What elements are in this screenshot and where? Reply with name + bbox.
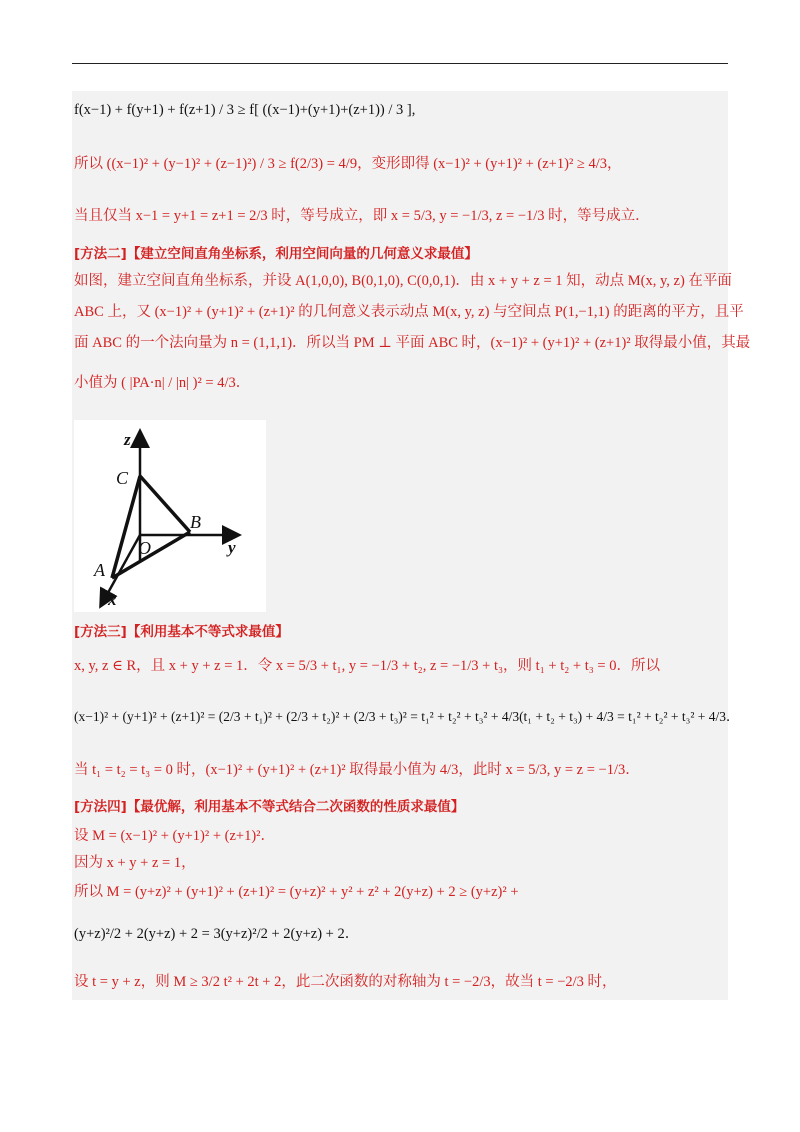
coordinate-figure [74, 420, 266, 612]
header-rule [72, 63, 728, 64]
method-4-heading: [方法四]【最优解，利用基本不等式结合二次函数的性质求最值】 [74, 799, 465, 815]
edge-cb [140, 476, 190, 532]
coordinate-diagram [74, 420, 266, 612]
method-2-heading: [方法二]【建立空间直角坐标系，利用空间向量的几何意义求最值】 [74, 246, 478, 262]
line-inequality-2: 所以 ((x−1)² + (y−1)² + (z−1)²) / 3 ≥ f(2/3) = 4/9，变形即得 (x−1)² + (y+1)² + (z+1)² ≥ 4/3， [74, 156, 622, 172]
figure-label-a: A [94, 560, 105, 580]
method-3-text-3: 当 t₁ = t₂ = t₃ = 0 时，(x−1)² + (y+1)² + (z+1)² 取得最小值为 4/3，此时 x = 5/3, y = z = −1/3． [74, 762, 640, 778]
figure-label-b: B [190, 512, 201, 532]
line-equality-condition: 当且仅当 x−1 = y+1 = z+1 = 2/3 时，等号成立，即 x = 5/3, y = −1/3, z = −1/3 时，等号成立． [74, 208, 650, 224]
method-2-text-1: 如图，建立空间直角坐标系，并设 A(1,0,0), B(0,1,0), C(0,0,1)．由 x + y + z = 1 知，动点 M(x, y, z) 在平面 [74, 273, 732, 289]
method-3-text-2: (x−1)² + (y+1)² + (z+1)² = (2/3 + t₁)² + (2/3 + t₂)² + (2/3 + t₃)² = t₁² + t₂² + t₃² + 4/3(t₁ + t₂ + t₃) + 4/3 = t₁² + t₂² + t₃² + 4/3． [74, 709, 740, 724]
method-2-text-2: ABC 上，又 (x−1)² + (y+1)² + (z+1)² 的几何意义表示动点 M(x, y, z) 与空间点 P(1,−1,1) 的距离的平方，且平 [74, 304, 744, 320]
method-2-text-3: 面 ABC 的一个法向量为 n = (1,1,1)．所以当 PM ⊥ 平面 ABC 时，(x−1)² + (y+1)² + (z+1)² 取得最小值，其最 [74, 335, 751, 351]
method-4-text-3: 所以 M = (y+z)² + (y+1)² + (z+1)² = (y+z)² + y² + z² + 2(y+z) + 2 ≥ (y+z)² + [74, 884, 519, 900]
method-4-text-1: 设 M = (x−1)² + (y+1)² + (z+1)²． [74, 828, 276, 844]
method-2-text-4: 小值为 ( |PA·n| / |n| )² = 4/3． [74, 375, 251, 391]
method-3-heading: [方法三]【利用基本不等式求最值】 [74, 624, 289, 640]
figure-label-o: O [138, 538, 151, 558]
method-4-text-5: 设 t = y + z，则 M ≥ 3/2 t² + 2t + 2，此二次函数的对称轴为 t = −2/3，故当 t = −2/3 时， [74, 974, 617, 990]
figure-label-c: C [116, 468, 129, 488]
method-4-text-2: 因为 x + y + z = 1， [74, 855, 196, 871]
method-3-text-1: x, y, z ∈ R，且 x + y + z = 1．令 x = 5/3 + t₁, y = −1/3 + t₂, z = −1/3 + t₃，则 t₁ + t₂ + t₃ = 0．所以 [74, 658, 660, 674]
figure-label-z: z [124, 430, 131, 449]
figure-label-y: y [228, 538, 236, 557]
line-inequality-1: f(x−1) + f(y+1) + f(z+1) / 3 ≥ f[ ((x−1)+(y+1)+(z+1)) / 3 ], [74, 102, 416, 118]
method-4-text-4: (y+z)²/2 + 2(y+z) + 2 = 3(y+z)²/2 + 2(y+z) + 2． [74, 926, 360, 942]
figure-label-x: x [108, 590, 117, 609]
